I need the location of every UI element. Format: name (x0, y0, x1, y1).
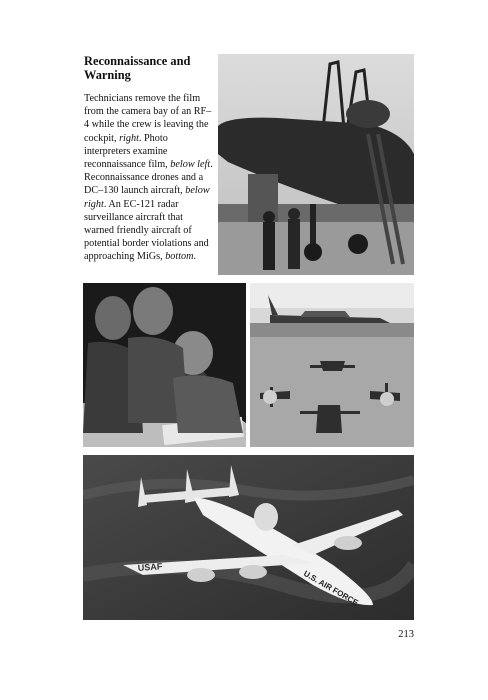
caption-segment: . Photo interpreters examine reconnaissance film, (84, 132, 171, 171)
caption-location-ref: right (119, 132, 139, 144)
caption-location-ref: bottom (165, 251, 194, 263)
caption-segment: Technicians remove the film from the camera bay of an RF–4 while the crew is leaving the cockpit, (84, 93, 212, 144)
caption-segment: . Reconnaissance drones and a DC–130 launch aircraft, (84, 159, 213, 197)
page-number: 213 (398, 629, 414, 640)
photo-ec121-aircraft (83, 455, 414, 620)
heading-line-1: Reconnaissance and (84, 54, 191, 68)
photo-rf4-film-removal (218, 54, 414, 275)
section-heading (84, 54, 214, 82)
caption-segment: . (193, 251, 197, 263)
caption-block (84, 54, 214, 264)
photo-drones-dc130 (250, 283, 414, 447)
caption-segment: . An EC-121 radar surveillance aircraft that warned friendly aircraft of potential border violations and approaching MiGs, (84, 198, 209, 263)
heading-line-2: Warning (84, 68, 131, 82)
ec121-fuselage-text: U.S. AIR FORCE (302, 568, 360, 608)
ec121-wing-text: USAF (137, 561, 163, 573)
caption-location-ref: below right (84, 185, 210, 210)
caption-location-ref: below left (170, 159, 211, 171)
photo-photo-interpreters (83, 283, 246, 447)
caption-text (84, 92, 214, 264)
